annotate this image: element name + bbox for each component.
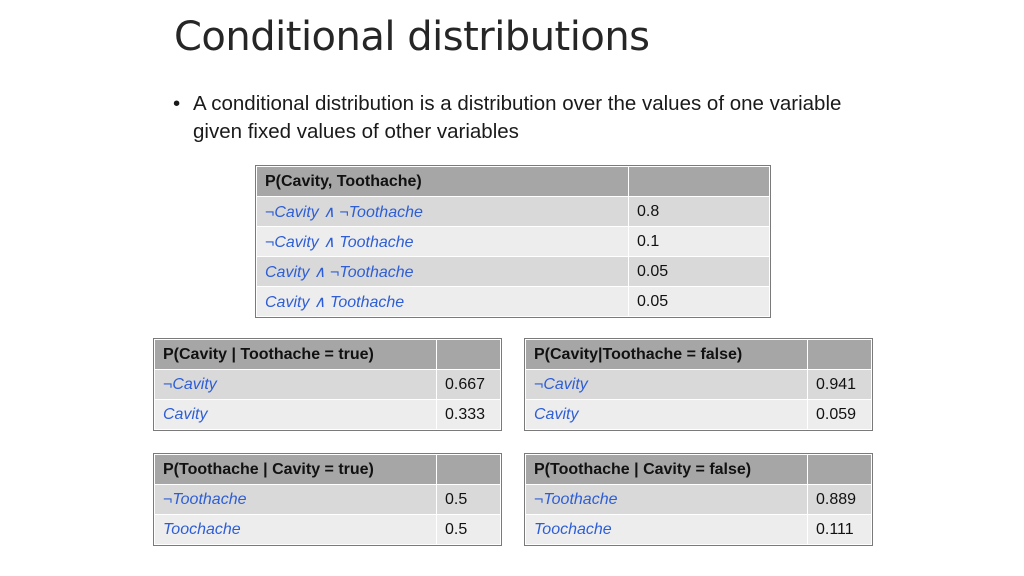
table-header-value <box>808 455 872 485</box>
table-header-row <box>155 340 501 370</box>
bullet-symbol: • <box>173 92 181 115</box>
probability-cell: 0.941 <box>808 370 872 400</box>
table-row <box>257 257 770 287</box>
bullet-point <box>173 90 853 146</box>
table-header-row <box>257 167 770 197</box>
probability-cell: 0.667 <box>437 370 501 400</box>
probability-cell: 0.889 <box>808 485 872 515</box>
table-row <box>257 197 770 227</box>
event-cell: Cavity ∧ ¬Toothache <box>257 257 629 287</box>
table-header-label: P(Cavity, Toothache) <box>257 167 629 197</box>
probability-cell: 0.1 <box>629 227 770 257</box>
table-header-value <box>629 167 770 197</box>
event-cell: Cavity <box>526 400 808 430</box>
table-row <box>526 515 872 545</box>
slide-title: Conditional distributions <box>174 14 650 60</box>
table-row <box>526 400 872 430</box>
probability-cell: 0.5 <box>437 515 501 545</box>
cavity-given-toothache-false-table <box>525 339 872 430</box>
probability-cell: 0.111 <box>808 515 872 545</box>
table-row <box>526 370 872 400</box>
table-header-row <box>155 455 501 485</box>
table-header-value <box>437 340 501 370</box>
event-cell: Toochache <box>526 515 808 545</box>
table-row <box>526 485 872 515</box>
probability-cell: 0.5 <box>437 485 501 515</box>
table-header-value <box>808 340 872 370</box>
table-row <box>155 515 501 545</box>
event-cell: ¬Cavity ∧ ¬Toothache <box>257 197 629 227</box>
table-row <box>257 287 770 317</box>
cavity-given-toothache-true-table <box>154 339 501 430</box>
table-header-label: P(Cavity | Toothache = true) <box>155 340 437 370</box>
joint-distribution-table <box>256 166 770 317</box>
table-header-row <box>526 340 872 370</box>
table-header-row <box>526 455 872 485</box>
probability-cell: 0.05 <box>629 287 770 317</box>
table-header-label: P(Toothache | Cavity = true) <box>155 455 437 485</box>
event-cell: ¬Cavity ∧ Toothache <box>257 227 629 257</box>
bullet-text: A conditional distribution is a distribution over the values of one variable given fixed values of other variables <box>193 92 842 143</box>
event-cell: ¬Cavity <box>155 370 437 400</box>
toothache-given-cavity-false-table <box>525 454 872 545</box>
table-header-label: P(Toothache | Cavity = false) <box>526 455 808 485</box>
table-header-value <box>437 455 501 485</box>
table-row <box>155 485 501 515</box>
event-cell: Cavity ∧ Toothache <box>257 287 629 317</box>
probability-cell: 0.8 <box>629 197 770 227</box>
probability-cell: 0.059 <box>808 400 872 430</box>
event-cell: ¬Cavity <box>526 370 808 400</box>
event-cell: ¬Toothache <box>155 485 437 515</box>
event-cell: Cavity <box>155 400 437 430</box>
toothache-given-cavity-true-table <box>154 454 501 545</box>
table-row <box>257 227 770 257</box>
probability-cell: 0.05 <box>629 257 770 287</box>
table-header-label: P(Cavity|Toothache = false) <box>526 340 808 370</box>
probability-cell: 0.333 <box>437 400 501 430</box>
table-row <box>155 370 501 400</box>
event-cell: Toochache <box>155 515 437 545</box>
table-row <box>155 400 501 430</box>
event-cell: ¬Toothache <box>526 485 808 515</box>
